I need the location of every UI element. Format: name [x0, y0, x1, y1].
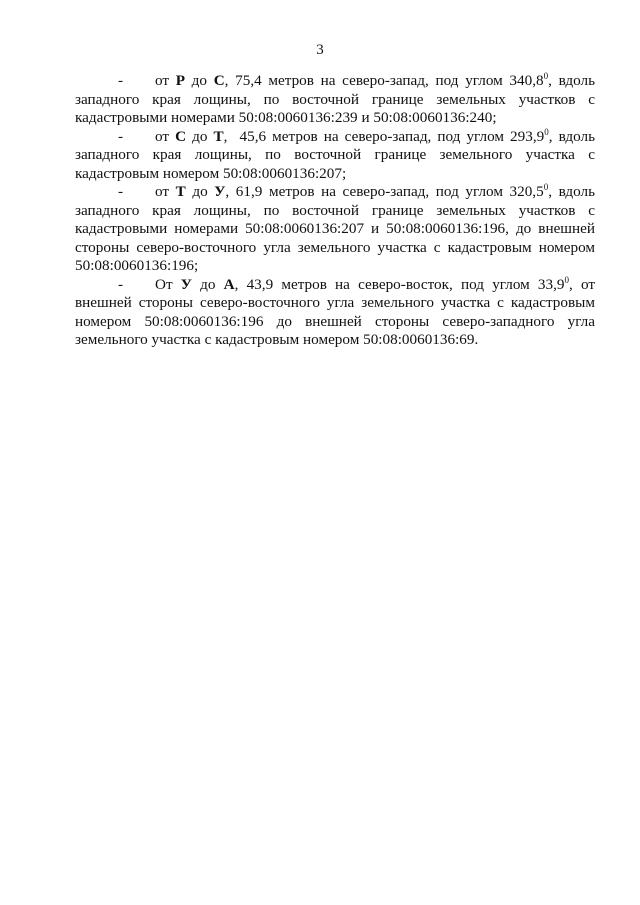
segment-description: , вдоль западного края лощины, по восточной границе земельных участков с кадастровыми номерами 50:08:0060136:207 и 50:08:0060136:196, до внешней стороны северо-восточного угла земельного участка с кадастровым номером 50:08:0060136:196; [75, 183, 596, 274]
point-from: Р [175, 72, 185, 89]
page-number: 3 [316, 42, 324, 58]
degree-superscript: 0 [543, 70, 549, 81]
point-from: У [180, 275, 192, 293]
point-to: Т [213, 127, 224, 145]
boundary-segment-c-t [75, 128, 595, 184]
list-dash: - [118, 275, 124, 293]
segment-mid: до [185, 183, 215, 200]
segment-mid: до [191, 275, 224, 293]
segment-description: , от внешней стороны северо-восточного угла земельного участка с кадастровым номером 50:08:0060136:196 до внешней стороны северо-западного угла земельного участка с кадастровым номером 50:08:0060136:69. [75, 275, 596, 348]
segment-mid: до [185, 72, 214, 89]
segment-mid: до [186, 127, 214, 145]
segment-prefix: от [155, 183, 176, 200]
list-dash: - [118, 183, 124, 200]
degree-superscript: 0 [544, 126, 549, 137]
segment-description: , вдоль западного края лощины, по восточной границе земельных участков с кадастровыми номерами 50:08:0060136:239 и 50:08:0060136:240; [75, 72, 595, 126]
boundary-segment-t-u [75, 183, 595, 276]
boundary-segment-u-a [75, 276, 595, 350]
segment-prefix: от [155, 127, 176, 145]
point-from: С [175, 127, 187, 145]
point-from: Т [175, 183, 186, 200]
degree-superscript: 0 [564, 274, 569, 285]
point-to: С [213, 72, 225, 89]
segment-description: , вдоль западного края лощины, по восточной границе земельного участка с кадастровым номером 50:08:0060136:207; [75, 127, 596, 182]
segment-text: , 61,9 метров на северо-запад, под углом 320,5 [225, 183, 544, 200]
point-to: А [223, 275, 235, 293]
point-to: У [214, 183, 226, 200]
list-dash: - [118, 127, 124, 145]
segment-prefix: От [155, 275, 181, 293]
segment-text: , 75,4 метров на северо-запад, под углом 340,8 [224, 72, 544, 89]
segment-text: , 45,6 метров на северо-запад, под углом 293,9 [223, 127, 545, 145]
list-dash: - [118, 72, 124, 89]
segment-prefix: от [155, 72, 176, 89]
degree-superscript: 0 [543, 181, 549, 192]
document-body [75, 72, 595, 350]
segment-text: , 43,9 метров на северо-восток, под углом 33,9 [234, 275, 565, 293]
boundary-segment-p-c [75, 72, 595, 128]
